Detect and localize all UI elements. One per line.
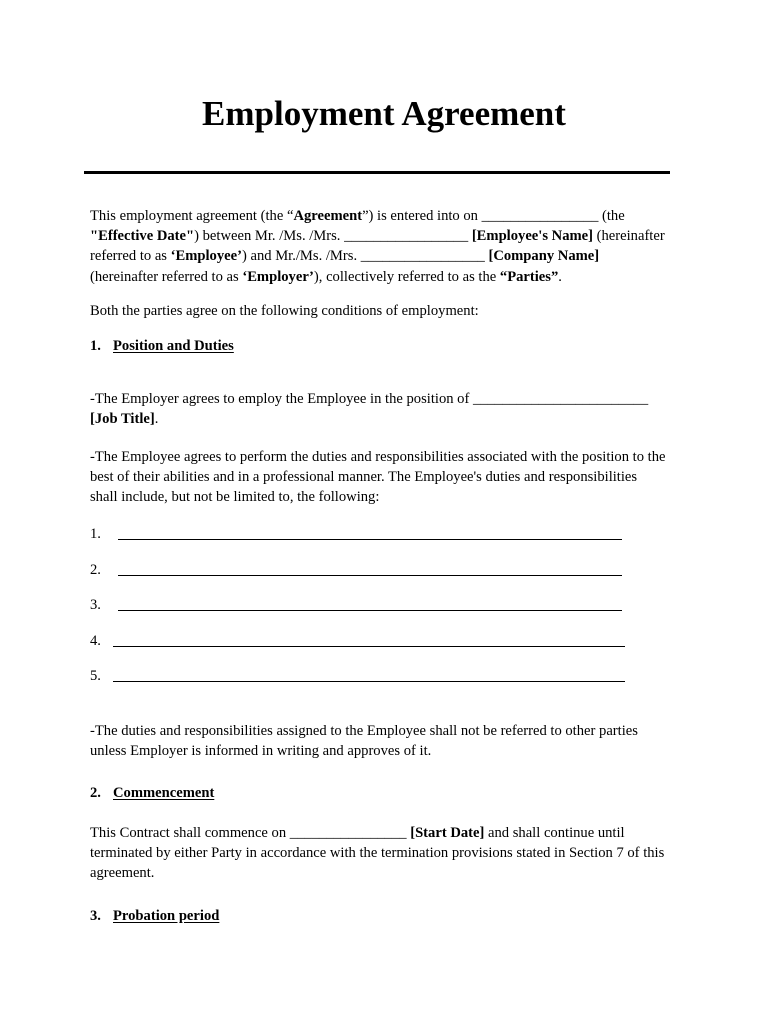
paragraph-text: (hereinafter referred to as [90, 228, 665, 265]
paragraph-text: (hereinafter referred to as [90, 268, 243, 285]
section-number: 2. [90, 785, 101, 801]
paragraph-text: . [154, 411, 159, 428]
bold-term: [Start Date] [410, 825, 485, 841]
title-divider [84, 171, 670, 174]
bold-term: Agreement [293, 208, 363, 224]
duty-item-number: 5. [90, 668, 101, 684]
duty-blank-line [113, 646, 625, 647]
intro-paragraph [90, 206, 668, 287]
position-paragraph [90, 389, 668, 429]
paragraph-text: -The Employee agrees to perform the duties and responsibilities associated with the position to the best of their abilities and in a professional manner. The Employee's duties and responsibilities shall include, but not be limited to, the following: [90, 449, 666, 506]
duty-item [90, 666, 118, 686]
section-title: Position and Duties [113, 338, 234, 354]
section-number: 3. [90, 908, 101, 924]
duty-blank-line [118, 610, 622, 611]
bold-term: [Job Title] [90, 411, 155, 428]
section-heading-probation [90, 906, 219, 926]
conditions-intro: Both the parties agree on the following conditions of employment: [90, 303, 479, 319]
section-number: 1. [90, 338, 101, 354]
referral-paragraph [90, 721, 668, 761]
paragraph-text: -The duties and responsibilities assigned to the Employee shall not be referred to other parties unless Employer is informed in writing and approves of it. [90, 723, 638, 760]
bold-term: ‘Employer’ [242, 268, 314, 285]
paragraph-text: This employment agreement (the “ [90, 208, 294, 224]
paragraph-text: . [558, 268, 562, 285]
bold-term: ‘Employee’ [170, 248, 242, 265]
section-title: Commencement [113, 785, 215, 801]
duty-item [90, 595, 118, 615]
duties-paragraph [90, 447, 668, 508]
duty-item [90, 560, 118, 580]
paragraph-text: ) and Mr./Ms. /Mrs. _________________ [241, 248, 489, 265]
commencement-paragraph [90, 823, 668, 884]
paragraph-text: This Contract shall commence on ________________ [90, 825, 411, 841]
duty-item [90, 631, 118, 651]
section-heading-position-duties [90, 336, 234, 356]
duty-item-number: 1. [90, 526, 101, 542]
duty-item-number: 2. [90, 562, 101, 578]
bold-term: "Effective Date" [90, 228, 195, 245]
bold-term: [Company Name] [488, 248, 600, 265]
duty-item-number: 3. [90, 597, 101, 613]
duty-item [90, 524, 118, 544]
paragraph-text: and shall continue until terminated by either Party in accordance with the termination provisions stated in Section 7 of this agreement. [90, 825, 665, 882]
duty-blank-line [118, 575, 622, 576]
duty-item-number: 4. [90, 633, 101, 649]
duty-blank-line [113, 681, 625, 682]
bold-term: [Employee's Name] [471, 228, 593, 245]
section-title: Probation period [113, 908, 220, 924]
paragraph-text: ”) is entered into on ________________ (the [362, 208, 625, 224]
bold-term: “Parties” [499, 268, 559, 285]
paragraph-text: ), collectively referred to as the [313, 268, 500, 285]
duty-blank-line [118, 539, 622, 540]
paragraph-text: -The Employer agrees to employ the Employee in the position of ________________________ [90, 391, 649, 407]
paragraph-text: ) between Mr. /Ms. /Mrs. _________________ [194, 228, 472, 245]
document-title: Employment Agreement [202, 94, 566, 133]
section-heading-commencement [90, 783, 214, 803]
